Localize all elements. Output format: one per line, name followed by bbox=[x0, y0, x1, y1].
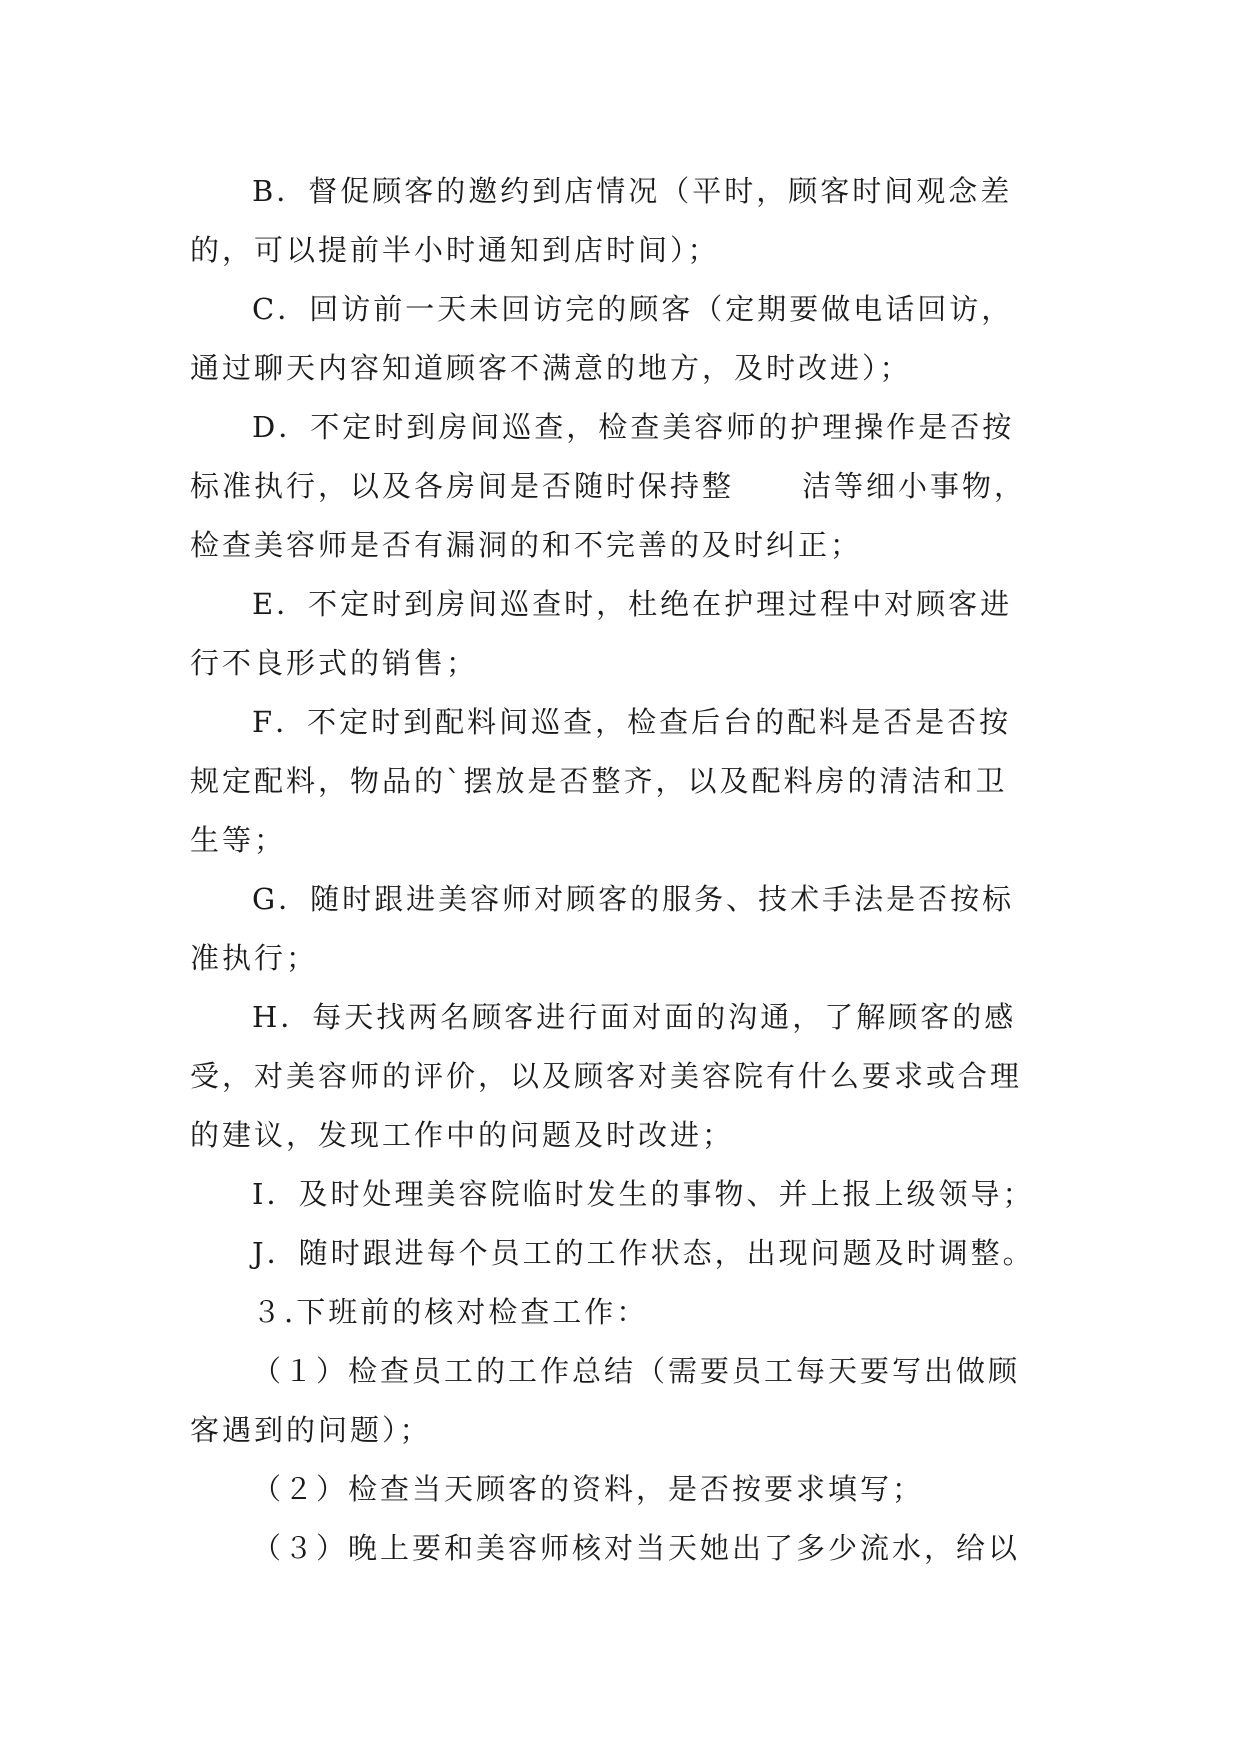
text-line: F．不定时到配料间巡查，检查后台的配料是否是否按 bbox=[252, 705, 1012, 739]
paragraph-item-3 bbox=[190, 1519, 1070, 1578]
paragraph-item-2 bbox=[190, 1460, 1070, 1519]
paragraph-h bbox=[190, 988, 1070, 1165]
paragraph-i bbox=[190, 1165, 1070, 1224]
text-line: 的建议，发现工作中的问题及时改进； bbox=[190, 1118, 735, 1152]
paragraph-c bbox=[190, 280, 1070, 398]
text-line: 规定配料，物品的`摆放是否整齐，以及配料房的清洁和卫 bbox=[190, 764, 1008, 798]
text-fragment: 洁等细小事物， bbox=[802, 469, 1027, 503]
text-line: （２）检查当天顾客的资料，是否按要求填写； bbox=[252, 1472, 925, 1506]
text-fragment: 标准执行，以及各房间是否随时保持整 bbox=[190, 469, 735, 503]
text-line: 行不良形式的销售； bbox=[190, 646, 479, 680]
text-line: ３.下班前的核对检查工作： bbox=[252, 1295, 649, 1329]
document-body bbox=[190, 162, 1070, 1578]
text-line: （１）检查员工的工作总结（需要员工每天要写出做顾 bbox=[252, 1354, 1021, 1388]
text-line: I．及时处理美容院临时发生的事物、并上报上级领导； bbox=[252, 1177, 1035, 1211]
paragraph-g bbox=[190, 870, 1070, 988]
text-line: G．随时跟进美容师对顾客的服务、技术手法是否按标 bbox=[252, 882, 1015, 916]
text-line: 客遇到的问题）； bbox=[190, 1413, 432, 1447]
paragraph-e bbox=[190, 575, 1070, 693]
text-line: 准执行； bbox=[190, 941, 319, 975]
text-line: C．回访前一天未回访完的顾客（定期要做电话回访， bbox=[252, 292, 1014, 326]
text-line: B．督促顾客的邀约到店情况（平时，顾客时间观念差 bbox=[252, 174, 1013, 208]
text-line: 检查美容师是否有漏洞的和不完善的及时纠正； bbox=[190, 528, 863, 562]
text-line: H．每天找两名顾客进行面对面的沟通，了解顾客的感 bbox=[252, 1000, 1017, 1034]
section-heading-3 bbox=[190, 1283, 1070, 1342]
text-line: 的，可以提前半小时通知到店时间）； bbox=[190, 233, 720, 267]
paragraph-item-1 bbox=[190, 1342, 1070, 1460]
text-line: 受，对美容师的评价，以及顾客对美容院有什么要求或合理 bbox=[190, 1059, 1023, 1093]
paragraph-f bbox=[190, 693, 1070, 870]
paragraph-d bbox=[190, 398, 1070, 575]
paragraph-j bbox=[190, 1224, 1070, 1283]
paragraph-b bbox=[190, 162, 1070, 280]
text-line: J．随时跟进每个员工的工作状态，出现问题及时调整。 bbox=[252, 1236, 1035, 1270]
text-line: 生等； bbox=[190, 823, 287, 857]
text-line: （３）晚上要和美容师核对当天她出了多少流水，给以 bbox=[252, 1531, 1021, 1565]
text-line: E．不定时到房间巡查时，杜绝在护理过程中对顾客进 bbox=[252, 587, 1013, 621]
text-line bbox=[190, 457, 1070, 516]
text-line: 通过聊天内容知道顾客不满意的地方，及时改进）； bbox=[190, 351, 912, 385]
text-line: D．不定时到房间巡查，检查美容师的护理操作是否按 bbox=[252, 410, 1015, 444]
